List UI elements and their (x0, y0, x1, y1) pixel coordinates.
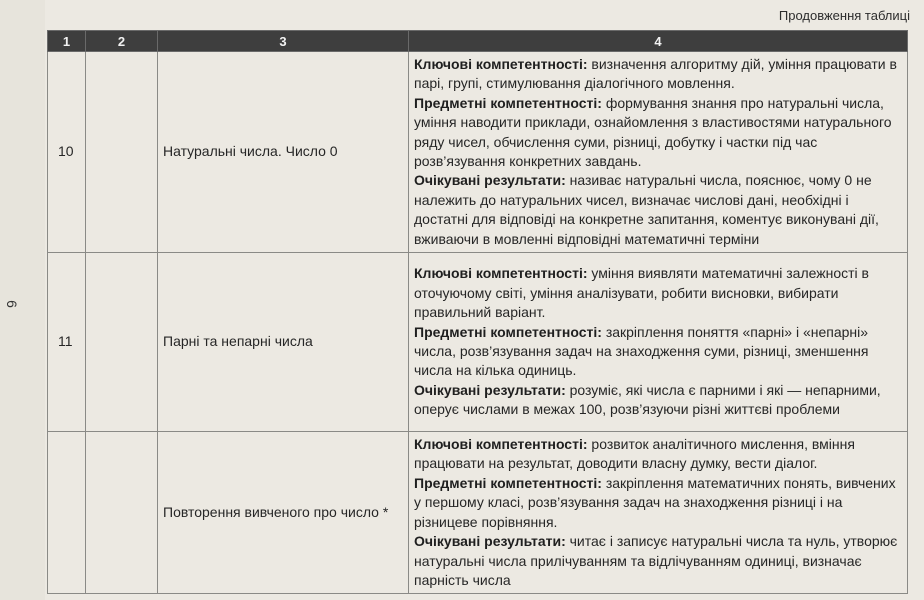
lesson-topic: Парні та непарні числа (158, 253, 409, 432)
subject-competencies-label: Предметні компетентності: (414, 474, 602, 491)
lesson-col2 (86, 432, 158, 594)
lesson-plan-table (47, 30, 908, 594)
page-number: 6 (3, 300, 20, 308)
key-competencies-text: розвиток аналітичного мислення, вміння працювати на результат, доводити власну думку, вести діалог. (414, 436, 855, 472)
column-header-1: 1 (48, 31, 86, 52)
lesson-number: 11 (48, 253, 86, 432)
subject-competencies-text: закріплення поняття «парні» і «непарні» числа, розв’язування задач на знаходження суми, різниці, зменшення числа на кілька одиниць. (414, 323, 869, 379)
expected-results-text: розуміє, які числа є парними і які — непарними, оперує числами в межах 100, розв’язуючи різні життєві проблеми (414, 381, 881, 418)
key-competencies-text: визначення алгоритму дій, уміння працювати в парі, групі, стимулювання діалогічного мовлення. (414, 56, 897, 92)
competencies-cell (409, 432, 908, 594)
subject-competencies-label: Предметні компетентності: (414, 323, 602, 340)
continuation-label: Продовження таблиці (778, 8, 910, 23)
key-competencies-label: Ключові компетентності: (414, 436, 588, 453)
table-row (48, 432, 908, 594)
table-row (48, 52, 908, 253)
lesson-col2 (86, 253, 158, 432)
competencies-cell (409, 52, 908, 253)
lesson-col2 (86, 52, 158, 253)
header-row (48, 31, 908, 52)
table-row (48, 253, 908, 432)
key-competencies-label: Ключові компетентності: (414, 56, 588, 72)
subject-competencies-text: закріплення математичних понять, вивчених у першому класі, розв’язування задач на знаходження різниці і на різницеве порівняння. (414, 474, 896, 530)
column-header-4: 4 (409, 31, 908, 52)
lesson-number: 10 (48, 52, 86, 253)
expected-results-text: читає і записує натуральні числа та нуль, утворює натуральні числа прилічуванням та відлічуванням одиниці, визначає парність числа (414, 533, 898, 588)
lesson-number (48, 432, 86, 594)
table-header (48, 31, 908, 52)
lesson-topic: Натуральні числа. Число 0 (158, 52, 409, 253)
column-header-2: 2 (86, 31, 158, 52)
subject-competencies-text: формування знання про натуральні числа, уміння наводити приклади, ознайомлення з властивостями натурального ряду чисел, обчислення суми, різниці, добутку і частки під час розв’язування конкретних завдань. (414, 94, 892, 170)
expected-results-label: Очікувані результати: (414, 381, 566, 398)
competencies-cell (409, 253, 908, 432)
lesson-topic: Повторення вивченого про число * (158, 432, 409, 594)
key-competencies-label: Ключові компетентності: (414, 265, 588, 282)
column-header-3: 3 (158, 31, 409, 52)
expected-results-text: називає натуральні числа, пояснює, чому 0 не належить до натуральних чисел, визначає числові дані, необхідні і достатні для відповіді на конкретне запитання, коментує виконувані дії, вживаючи в мовленні відповідні математичні терміни (414, 172, 879, 247)
subject-competencies-label: Предметні компетентності: (414, 94, 602, 111)
expected-results-label: Очікувані результати: (414, 172, 566, 189)
key-competencies-text: уміння виявляти математичні залежності в оточуючому світі, уміння аналізувати, робити висновки, вибирати правильний варіант. (414, 265, 869, 321)
expected-results-label: Очікувані результати: (414, 533, 566, 550)
